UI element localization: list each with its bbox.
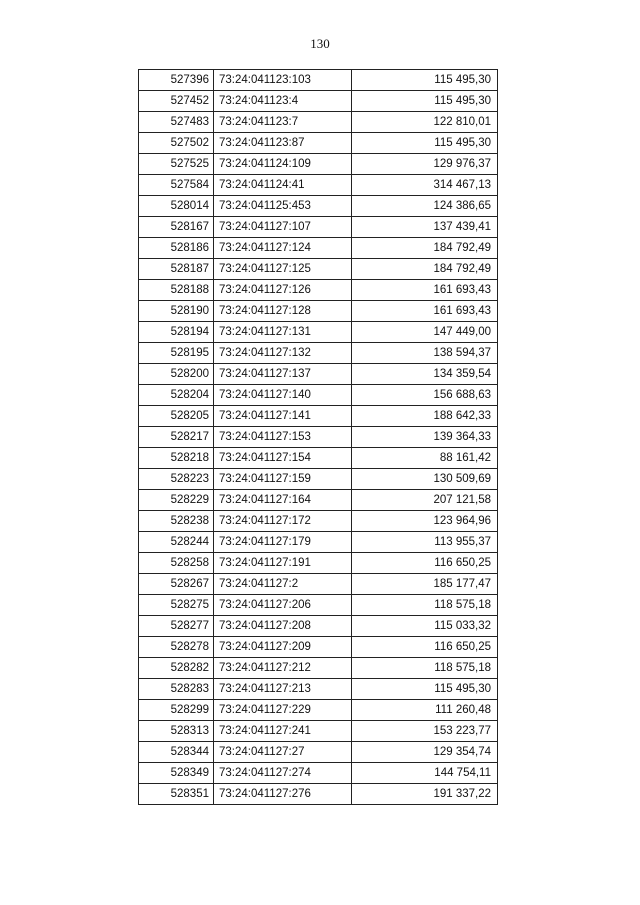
table-row: [139, 91, 498, 112]
id-cell: 528204: [139, 385, 214, 406]
table-row: [139, 280, 498, 301]
cadastral-number-cell: 73:24:041127:241: [214, 721, 352, 742]
cadastral-number-cell: 73:24:041127:132: [214, 343, 352, 364]
value-cell: 184 792,49: [352, 238, 498, 259]
value-cell: 118 575,18: [352, 658, 498, 679]
id-cell: 528217: [139, 427, 214, 448]
value-cell: 115 495,30: [352, 679, 498, 700]
value-cell: 191 337,22: [352, 784, 498, 805]
cadastral-number-cell: 73:24:041125:453: [214, 196, 352, 217]
id-cell: 528194: [139, 322, 214, 343]
table-row: [139, 175, 498, 196]
cadastral-number-cell: 73:24:041124:41: [214, 175, 352, 196]
id-cell: 528188: [139, 280, 214, 301]
value-cell: 118 575,18: [352, 595, 498, 616]
table-row: [139, 553, 498, 574]
id-cell: 528258: [139, 553, 214, 574]
table-body: [139, 70, 498, 805]
table-row: [139, 763, 498, 784]
data-table: [138, 69, 498, 805]
table-row: [139, 721, 498, 742]
value-cell: 130 509,69: [352, 469, 498, 490]
cadastral-number-cell: 73:24:041127:124: [214, 238, 352, 259]
id-cell: 528283: [139, 679, 214, 700]
value-cell: 137 439,41: [352, 217, 498, 238]
cadastral-number-cell: 73:24:041127:179: [214, 532, 352, 553]
table-row: [139, 154, 498, 175]
id-cell: 528167: [139, 217, 214, 238]
cadastral-number-cell: 73:24:041127:107: [214, 217, 352, 238]
id-cell: 528200: [139, 364, 214, 385]
value-cell: 123 964,96: [352, 511, 498, 532]
id-cell: 528014: [139, 196, 214, 217]
id-cell: 528278: [139, 637, 214, 658]
id-cell: 528195: [139, 343, 214, 364]
id-cell: 528229: [139, 490, 214, 511]
cadastral-number-cell: 73:24:041123:103: [214, 70, 352, 91]
cadastral-number-cell: 73:24:041123:7: [214, 112, 352, 133]
value-cell: 184 792,49: [352, 259, 498, 280]
id-cell: 527584: [139, 175, 214, 196]
id-cell: 528223: [139, 469, 214, 490]
table-row: [139, 385, 498, 406]
cadastral-number-cell: 73:24:041127:276: [214, 784, 352, 805]
table-row: [139, 490, 498, 511]
value-cell: 111 260,48: [352, 700, 498, 721]
cadastral-number-cell: 73:24:041127:206: [214, 595, 352, 616]
value-cell: 115 495,30: [352, 70, 498, 91]
table-row: [139, 427, 498, 448]
cadastral-number-cell: 73:24:041127:159: [214, 469, 352, 490]
table-row: [139, 70, 498, 91]
table-row: [139, 259, 498, 280]
cadastral-number-cell: 73:24:041127:153: [214, 427, 352, 448]
table-row: [139, 322, 498, 343]
cadastral-number-cell: 73:24:041127:229: [214, 700, 352, 721]
cadastral-number-cell: 73:24:041127:274: [214, 763, 352, 784]
cadastral-number-cell: 73:24:041123:87: [214, 133, 352, 154]
id-cell: 527502: [139, 133, 214, 154]
value-cell: 207 121,58: [352, 490, 498, 511]
value-cell: 185 177,47: [352, 574, 498, 595]
table-row: [139, 532, 498, 553]
table-row: [139, 616, 498, 637]
cadastral-number-cell: 73:24:041127:128: [214, 301, 352, 322]
table-row: [139, 448, 498, 469]
table-row: [139, 196, 498, 217]
page-number: 130: [310, 36, 330, 51]
id-cell: 528277: [139, 616, 214, 637]
value-cell: 138 594,37: [352, 343, 498, 364]
value-cell: 129 976,37: [352, 154, 498, 175]
cadastral-number-cell: 73:24:041124:109: [214, 154, 352, 175]
cadastral-number-cell: 73:24:041127:2: [214, 574, 352, 595]
table-row: [139, 595, 498, 616]
id-cell: 528190: [139, 301, 214, 322]
table-row: [139, 217, 498, 238]
table-row: [139, 679, 498, 700]
id-cell: 528218: [139, 448, 214, 469]
value-cell: 161 693,43: [352, 280, 498, 301]
table-row: [139, 238, 498, 259]
cadastral-number-cell: 73:24:041127:164: [214, 490, 352, 511]
id-cell: 528205: [139, 406, 214, 427]
cadastral-number-cell: 73:24:041127:172: [214, 511, 352, 532]
value-cell: 88 161,42: [352, 448, 498, 469]
value-cell: 115 495,30: [352, 133, 498, 154]
value-cell: 153 223,77: [352, 721, 498, 742]
id-cell: 528313: [139, 721, 214, 742]
cadastral-number-cell: 73:24:041127:126: [214, 280, 352, 301]
value-cell: 129 354,74: [352, 742, 498, 763]
value-cell: 116 650,25: [352, 637, 498, 658]
value-cell: 124 386,65: [352, 196, 498, 217]
value-cell: 188 642,33: [352, 406, 498, 427]
table-row: [139, 343, 498, 364]
value-cell: 161 693,43: [352, 301, 498, 322]
cadastral-number-cell: 73:24:041127:125: [214, 259, 352, 280]
table-row: [139, 406, 498, 427]
cadastral-number-cell: 73:24:041127:27: [214, 742, 352, 763]
table-row: [139, 574, 498, 595]
table-row: [139, 700, 498, 721]
table-row: [139, 658, 498, 679]
value-cell: 115 495,30: [352, 91, 498, 112]
value-cell: 156 688,63: [352, 385, 498, 406]
id-cell: 527525: [139, 154, 214, 175]
id-cell: 528187: [139, 259, 214, 280]
cadastral-number-cell: 73:24:041127:131: [214, 322, 352, 343]
id-cell: 528282: [139, 658, 214, 679]
cadastral-number-cell: 73:24:041127:137: [214, 364, 352, 385]
cadastral-number-cell: 73:24:041127:191: [214, 553, 352, 574]
cadastral-number-cell: 73:24:041127:209: [214, 637, 352, 658]
table-row: [139, 469, 498, 490]
id-cell: 528344: [139, 742, 214, 763]
table-row: [139, 637, 498, 658]
cadastral-number-cell: 73:24:041127:140: [214, 385, 352, 406]
id-cell: 528186: [139, 238, 214, 259]
id-cell: 528238: [139, 511, 214, 532]
value-cell: 134 359,54: [352, 364, 498, 385]
cadastral-number-cell: 73:24:041123:4: [214, 91, 352, 112]
table-row: [139, 112, 498, 133]
data-table-container: [138, 69, 498, 805]
cadastral-number-cell: 73:24:041127:212: [214, 658, 352, 679]
table-row: [139, 133, 498, 154]
id-cell: 528267: [139, 574, 214, 595]
cadastral-number-cell: 73:24:041127:141: [214, 406, 352, 427]
id-cell: 528244: [139, 532, 214, 553]
id-cell: 528299: [139, 700, 214, 721]
id-cell: 528349: [139, 763, 214, 784]
value-cell: 147 449,00: [352, 322, 498, 343]
cadastral-number-cell: 73:24:041127:213: [214, 679, 352, 700]
id-cell: 527396: [139, 70, 214, 91]
table-row: [139, 784, 498, 805]
cadastral-number-cell: 73:24:041127:208: [214, 616, 352, 637]
value-cell: 115 033,32: [352, 616, 498, 637]
cadastral-number-cell: 73:24:041127:154: [214, 448, 352, 469]
id-cell: 528275: [139, 595, 214, 616]
table-row: [139, 742, 498, 763]
value-cell: 122 810,01: [352, 112, 498, 133]
id-cell: 527452: [139, 91, 214, 112]
value-cell: 139 364,33: [352, 427, 498, 448]
value-cell: 144 754,11: [352, 763, 498, 784]
value-cell: 113 955,37: [352, 532, 498, 553]
table-row: [139, 511, 498, 532]
value-cell: 116 650,25: [352, 553, 498, 574]
id-cell: 527483: [139, 112, 214, 133]
id-cell: 528351: [139, 784, 214, 805]
table-row: [139, 364, 498, 385]
table-row: [139, 301, 498, 322]
value-cell: 314 467,13: [352, 175, 498, 196]
